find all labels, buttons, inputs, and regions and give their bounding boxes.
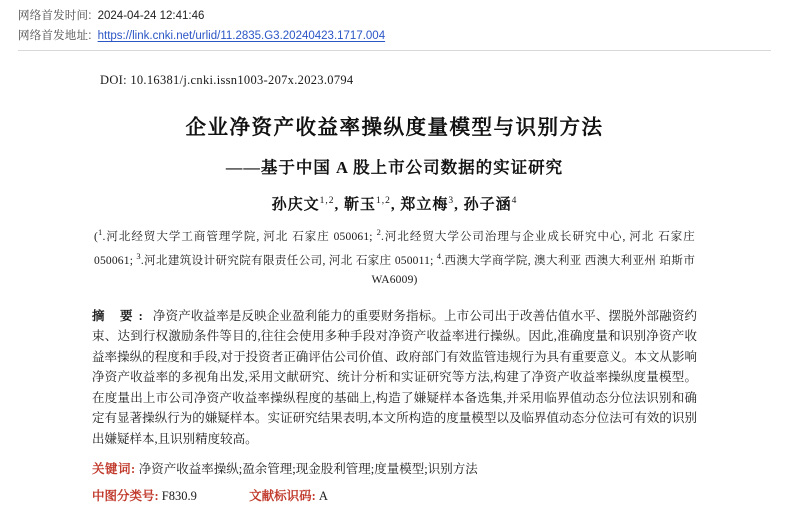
publish-time-label: 网络首发时间:	[18, 10, 92, 22]
publish-url-label: 网络首发地址:	[18, 30, 92, 42]
author-list: 孙庆文$^{1,2}$, 靳玉$^{1,2}$, 郑立梅$^3$, 孙子涵$^4$	[271, 196, 518, 213]
doi-line: DOI: 10.16381/j.cnki.issn1003-207x.2023.0794	[100, 73, 354, 87]
publish-time-row	[18, 6, 771, 26]
classification-value: F830.9	[161, 489, 197, 504]
abstract-label: 摘 要:	[92, 308, 149, 323]
publish-time-value: 2024-04-24 12:41:46	[97, 10, 205, 22]
publication-meta-strip	[0, 0, 789, 51]
abstract-text: 净资产收益率是反映企业盈利能力的重要财务指标。上市公司出于改善估值水平、摆脱外部融资约束、达到行权激励条件等目的,往往会使用多种手段对净资产收益率进行操纵。因此,准确度量和识别净资产收益率操纵的程度和手段,对于投资者正确评估公司价值、政府部门有效监管违规行为具有重要意义。本文从影响净资产收益率的多视角出发,采用文献研究、统计分析和实证研究等方法,构建了净资产收益率操纵度量模型。在度量出上市公司净资产收益率操纵程度的基础上,构造了嫌疑样本备选集,并采用临界值动态分位法识别和确定有显著操纵行为的嫌疑样本。实证研究结果表明,本文所构造的度量模型以及临界值动态分位法可有效的识别出嫌疑样本,且识别精度较高。	[92, 308, 697, 446]
page-footer-watermark	[0, 470, 789, 492]
meta-divider	[18, 50, 771, 51]
publish-url-link[interactable]: https://link.cnki.net/urlid/11.2835.G3.20240423.1717.004	[97, 30, 386, 42]
affiliation-list: ($^1$.河北经贸大学工商管理学院, 河北 石家庄 050061; $^2$.河北经贸大学公司治理与企业成长研究中心, 河北 石家庄 050061; $^3$.河北建筑设计研究院有限责任公司, 河北 石家庄 050011; $^4$.西澳大学商学院, 澳大利亚 西澳大利亚州 珀斯市 WA6009)	[94, 227, 696, 286]
publish-url-row	[18, 26, 771, 46]
article-body	[0, 73, 789, 506]
document-code-value: A	[318, 489, 328, 504]
page-title: 企业净资产收益率操纵度量模型与识别方法	[185, 117, 604, 139]
keywords-label: 关键词:	[92, 462, 136, 477]
document-code-label: 文献标识码:	[249, 489, 316, 504]
classification-label: 中图分类号:	[92, 489, 159, 504]
page-subtitle: ——基于中国 A 股上市公司数据的实证研究	[225, 158, 564, 177]
keywords-text: 净资产收益率操纵;盈余管理;现金股利管理;度量模型;识别方法	[138, 462, 478, 477]
abstract-block	[92, 306, 697, 450]
